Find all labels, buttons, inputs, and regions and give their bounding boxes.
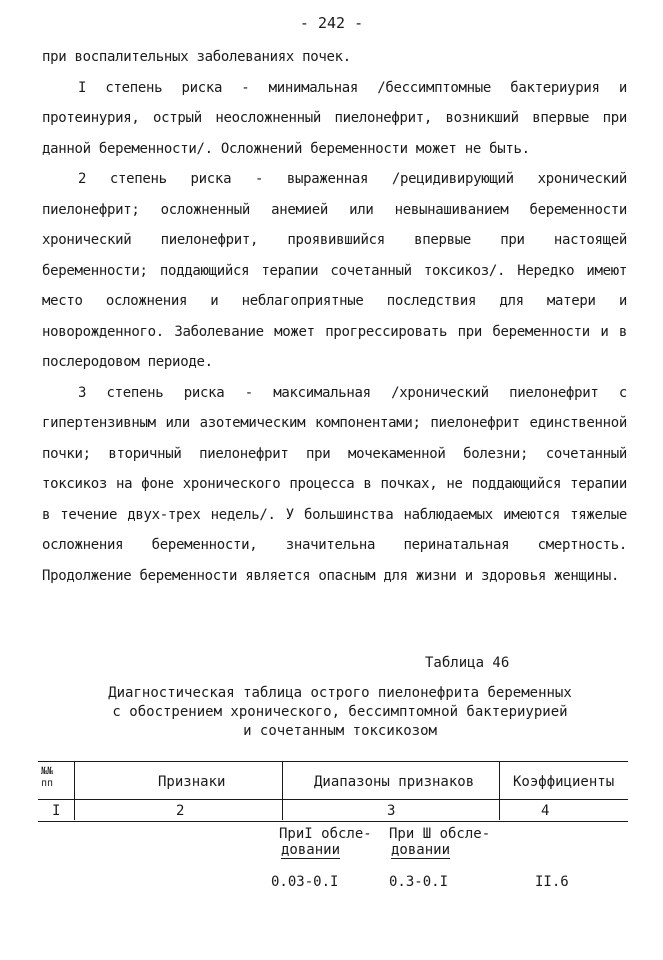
subheader-first-exam — [279, 826, 372, 858]
column-number-1: I — [52, 803, 61, 819]
paragraph-continuation: при воспалительных заболеваниях почек. — [42, 49, 351, 65]
subheader-first-line1: ПриI обсле- — [279, 826, 372, 842]
subheader-third-exam — [389, 826, 490, 858]
header-signs: Признаки — [158, 774, 226, 790]
table-cell-range-first: 0.03-0.I — [271, 874, 339, 890]
header-coefficients: Коэффициенты — [513, 774, 615, 790]
subheader-third-line1: При Ш обсле- — [389, 826, 491, 842]
body-text — [42, 42, 627, 591]
paragraph-risk-3: 3 степень риска - максимальная /хронический пиелонефрит с гипертензивным или азотемическим компонентами; пиелонефрит единственной почки; вторичный пиелонефрит при мочекаменной болезни; сочетанный токсикоз на фоне хронического процесса в почках, не поддающийся терапии в течение двух-трех недель/. У большинства наблюдаемых имеются тяжелые осложнения беременности, значительна перинатальная смертность. Продолжение беременности является опасным для жизни и здоровья женщины. — [42, 384, 627, 584]
table-column-divider — [282, 762, 283, 820]
table-header-rule — [38, 799, 628, 800]
column-number-2: 2 — [176, 803, 185, 819]
column-number-4: 4 — [541, 803, 550, 819]
table-numbers-rule — [38, 821, 628, 822]
table-title-line: с обострением хронического, бессимптомной бактериурией — [112, 704, 568, 720]
header-num-line1: №№ — [41, 766, 54, 777]
paragraph-risk-2: 2 степень риска - выраженная /рецидивирующий хронический пиелонефрит; осложненный анемией или невынашиванием беременности хронический пиелонефрит, проявившийся впервые при настоящей беременности; поддающийся терапии сочетанный токсикоз/. Нередко имеют место осложнения и неблагоприятные последствия для матери и новорожденного. Заболевание может прогрессировать при беременности и в послеродовом периоде. — [42, 171, 627, 370]
table-cell-coefficient: II.6 — [535, 874, 569, 890]
header-ranges: Диапазоны признаков — [314, 774, 475, 790]
table-top-rule — [38, 761, 628, 762]
subheader-third-line2: довании — [391, 842, 451, 858]
table-column-divider — [499, 762, 500, 820]
table-title — [60, 684, 620, 741]
page-number: - 242 - — [299, 14, 364, 32]
table-column-divider — [74, 762, 75, 820]
paragraph-risk-1: I степень риска - минимальная /бессимптомные бактериурия и протеинурия, острый неосложненный пиелонефрит, возникший впервые при данной беременности/. Осложнений беременности может не быть. — [42, 79, 627, 157]
table-title-line: Диагностическая таблица острого пиелонефрита беременных — [108, 685, 572, 701]
table-caption: Таблица 46 — [425, 655, 510, 671]
header-num-line2: пп — [41, 778, 54, 789]
column-number-3: 3 — [387, 803, 396, 819]
subheader-first-line2: довании — [281, 842, 341, 858]
table-cell-range-third: 0.3-0.I — [389, 874, 449, 890]
table-title-line: и сочетанным токсикозом — [243, 723, 437, 739]
